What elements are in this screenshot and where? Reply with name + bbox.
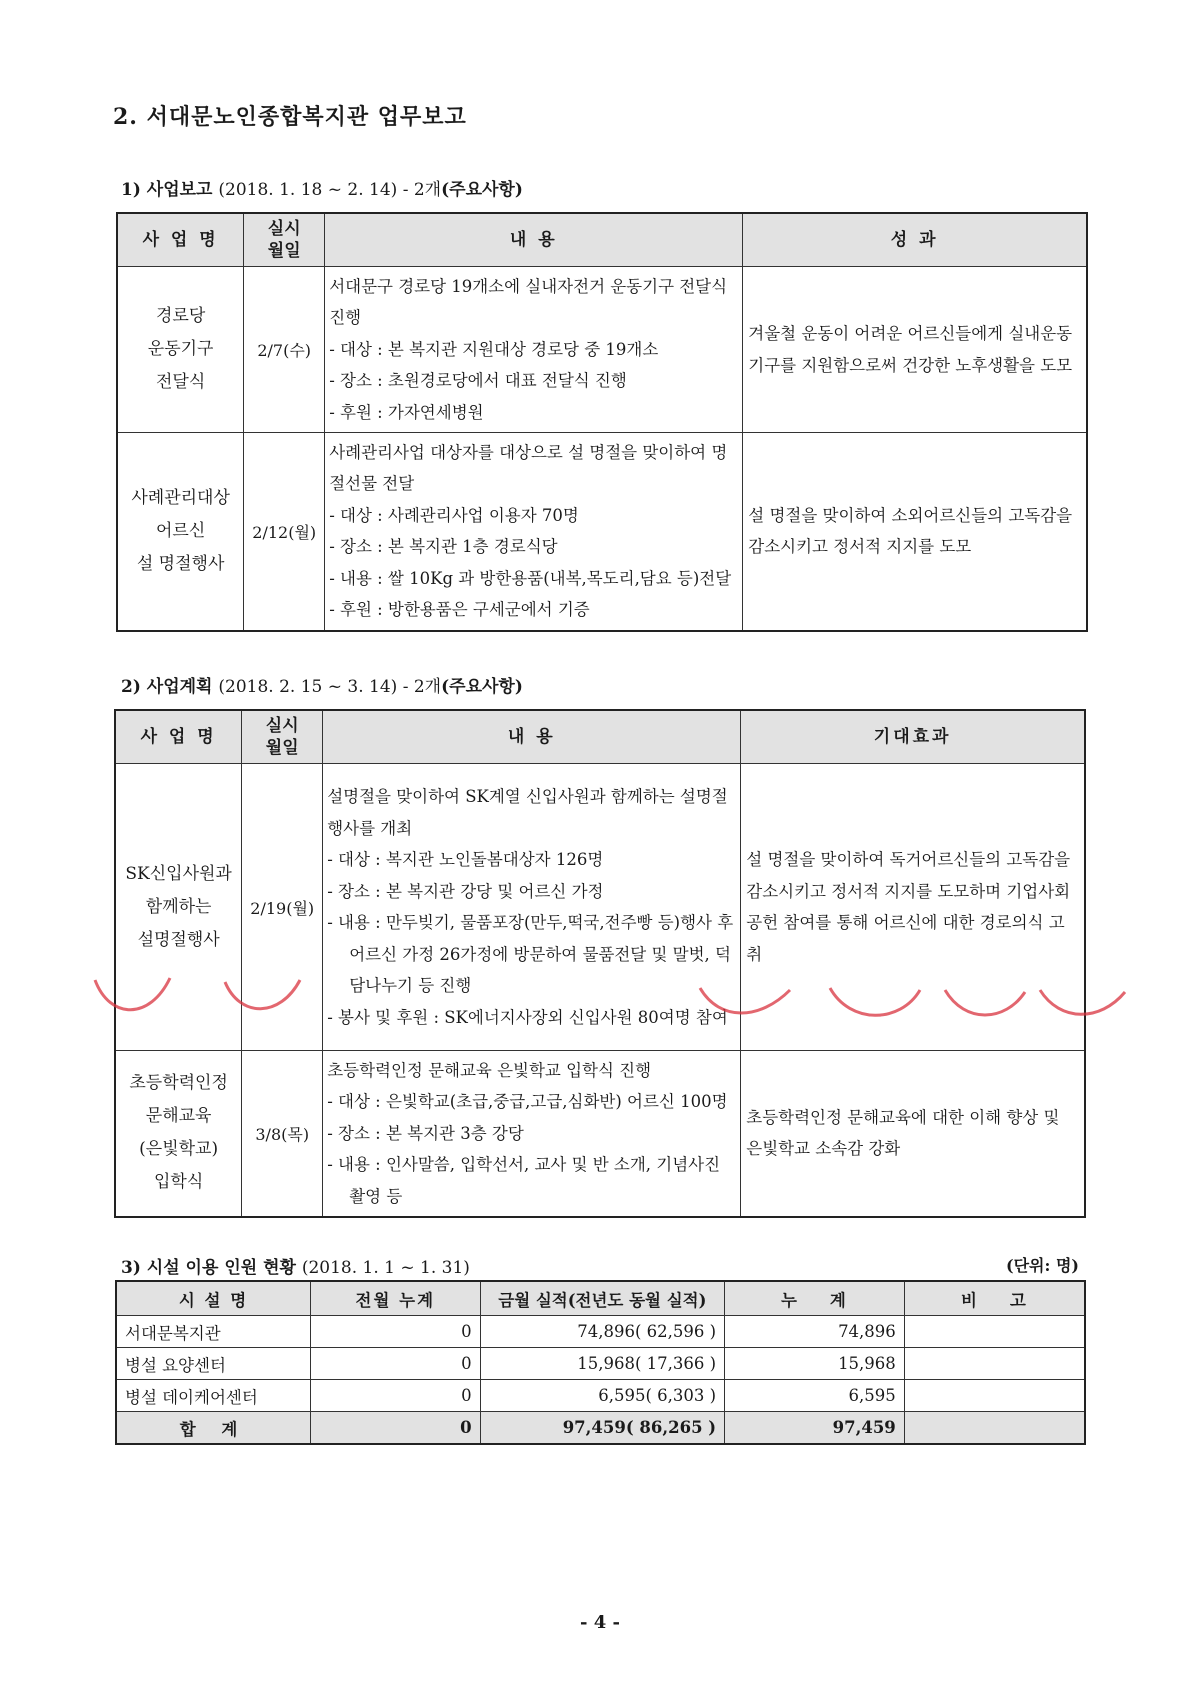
header-cumulative: 누 계: [725, 1281, 905, 1316]
name-line: 함께하는: [145, 896, 212, 917]
page-number: - 4 -: [580, 1612, 620, 1633]
row-name: [115, 1051, 242, 1217]
row-date: 2/7(수): [244, 267, 325, 433]
table-row: [116, 1316, 1085, 1348]
content-line: - 후원 : 방한용품은 구세군에서 기증: [329, 600, 590, 620]
content-line: - 장소 : 본 복지관 강당 및 어르신 가정: [327, 881, 604, 901]
header-content: 내 용: [323, 710, 741, 764]
row-content: [323, 764, 741, 1051]
row-content: [325, 267, 743, 433]
header-name: 사 업 명: [117, 213, 244, 267]
row-name: [115, 764, 242, 1051]
content-line: - 대상 : 은빛학교(초급,중급,고급,심화반) 어르신 100명: [327, 1092, 728, 1111]
row-result: 겨울철 운동이 어려운 어르신들에게 실내운동기구를 지원함으로써 건강한 노후생활을 도모: [743, 267, 1087, 433]
section1-title: [121, 175, 523, 200]
name-line: 설명절행사: [137, 929, 220, 950]
row-date: 2/19(월): [242, 764, 323, 1051]
unit-label: (단위: 명): [1006, 1256, 1079, 1275]
section3-title: [121, 1253, 470, 1278]
row-result: 설 명절을 맞이하여 소외어르신들의 고독감을 감소시키고 정서적 지지를 도모: [743, 433, 1087, 631]
table-row: [116, 1348, 1085, 1380]
total-prev: 0: [311, 1412, 481, 1445]
header-facility: 시 설 명: [116, 1281, 311, 1316]
current-count: 6,595( 6,303 ): [480, 1380, 725, 1412]
content-line: - 내용 : 인사말씀, 입학선서, 교사 및 반 소개, 기념사진 촬영 등: [327, 1155, 721, 1206]
row-date: 2/12(월): [244, 433, 325, 631]
section2-label: 2) 사업계획: [121, 677, 213, 697]
business-report-table: [116, 212, 1088, 632]
section1-period: (2018. 1. 18 ~ 2. 14) - 2개: [218, 180, 442, 200]
table-row: [117, 267, 1087, 433]
name-line: 문해교육: [145, 1106, 212, 1127]
row-effect: 설 명절을 맞이하여 독거어르신들의 고독감을 감소시키고 정서적 지지를 도모하며 기업사회공헌 참여를 통해 어르신에 대한 경로의식 고취: [741, 764, 1085, 1051]
content-line: - 대상 : 본 복지관 지원대상 경로당 중 19개소: [329, 339, 659, 359]
facility-name: 병설 요양센터: [116, 1348, 311, 1380]
note: [904, 1380, 1085, 1412]
row-name: [117, 267, 244, 433]
table-row: [115, 1051, 1085, 1217]
total-cumulative: 97,459: [725, 1412, 905, 1445]
page-heading: 2. 서대문노인종합복지관 업무보고: [113, 104, 467, 130]
name-line: 사례관리대상: [131, 487, 230, 508]
table-header-row: [115, 710, 1085, 764]
header-name: 사 업 명: [115, 710, 242, 764]
facility-name: 서대문복지관: [116, 1316, 311, 1348]
cumulative: 15,968: [725, 1348, 905, 1380]
name-line: 입학식: [153, 1172, 204, 1193]
row-date: 3/8(목): [242, 1051, 323, 1217]
total-row: [116, 1412, 1085, 1445]
row-content: [323, 1051, 741, 1217]
content-line: - 내용 : 쌀 10Kg 과 방한용품(내복,목도리,담요 등)전달: [329, 568, 732, 588]
business-plan-table: [114, 709, 1086, 1218]
content-line: 사례관리사업 대상자를 대상으로 설 명절을 맞이하여 명절선물 전달: [329, 442, 728, 494]
header-date: 실시 월일: [242, 710, 323, 764]
name-line: (은빛학교): [139, 1139, 219, 1160]
header-content: 내 용: [325, 213, 743, 267]
table-header-row: [117, 213, 1087, 267]
note: [904, 1348, 1085, 1380]
table-row: [117, 433, 1087, 631]
facility-usage-table: [115, 1280, 1086, 1445]
section2-note: (주요사항): [441, 677, 523, 697]
current-count: 15,968( 17,366 ): [480, 1348, 725, 1380]
content-line: - 장소 : 본 복지관 3층 강당: [327, 1123, 524, 1143]
content-line: 초등학력인정 문해교육 은빛학교 입학식 진행: [327, 1060, 652, 1080]
total-label: 합 계: [116, 1412, 311, 1445]
note: [904, 1316, 1085, 1348]
section3-label: 3) 시설 이용 인원 현황: [121, 1258, 296, 1278]
name-line: 운동기구: [147, 339, 214, 359]
content-line: 서대문구 경로당 19개소에 실내자전거 운동기구 전달식 진행: [329, 276, 728, 328]
content-line: 설명절을 맞이하여 SK계열 신입사원과 함께하는 설명절 행사를 개최: [327, 787, 728, 838]
facility-name: 병설 데이케어센터: [116, 1380, 311, 1412]
name-line: 설 명절행사: [136, 553, 225, 574]
header-note: 비 고: [904, 1281, 1085, 1316]
header-result: 성 과: [743, 213, 1087, 267]
content-line: - 장소 : 본 복지관 1층 경로식당: [329, 537, 558, 557]
row-name: [117, 433, 244, 631]
name-line: SK신입사원과: [125, 863, 232, 884]
header-effect: 기대효과: [741, 710, 1085, 764]
prev-total: 0: [311, 1348, 481, 1380]
section2-period: (2018. 2. 15 ~ 3. 14) - 2개: [218, 677, 442, 697]
header-current: 금월 실적(전년도 동월 실적): [480, 1281, 725, 1316]
row-effect: 초등학력인정 문해교육에 대한 이해 향상 및 은빛학교 소속감 강화: [741, 1051, 1085, 1217]
prev-total: 0: [311, 1316, 481, 1348]
row-content: [325, 433, 743, 631]
table-row: [115, 764, 1085, 1051]
section3-period: (2018. 1. 1 ~ 1. 31): [301, 1258, 470, 1278]
cumulative: 6,595: [725, 1380, 905, 1412]
prev-total: 0: [311, 1380, 481, 1412]
cumulative: 74,896: [725, 1316, 905, 1348]
table-header-row: [116, 1281, 1085, 1316]
content-line: - 대상 : 사례관리사업 이용자 70명: [329, 505, 579, 525]
total-current: 97,459( 86,265 ): [480, 1412, 725, 1445]
header-date: 실시 월일: [244, 213, 325, 267]
content-line: - 대상 : 복지관 노인돌봄대상자 126명: [327, 850, 604, 869]
content-line: - 내용 : 만두빚기, 물품포장(만두,떡국,전주빵 등)행사 후 어르신 가정 26가정에 방문하여 물품전달 및 말벗, 덕담나누기 등 진행: [327, 913, 734, 995]
name-line: 초등학력인정: [129, 1073, 228, 1094]
current-count: 74,896( 62,596 ): [480, 1316, 725, 1348]
table-row: [116, 1380, 1085, 1412]
content-line: - 봉사 및 후원 : SK에너지사장외 신입사원 80여명 참여: [327, 1007, 728, 1027]
content-line: - 장소 : 초원경로당에서 대표 전달식 진행: [329, 371, 627, 391]
total-note: [904, 1412, 1085, 1445]
name-line: 어르신: [155, 520, 206, 541]
content-line: - 후원 : 가자연세병원: [329, 402, 484, 422]
name-line: 전달식: [155, 372, 206, 392]
name-line: 경로당: [155, 306, 206, 326]
section2-title: [121, 672, 523, 697]
section1-label: 1) 사업보고: [121, 180, 213, 200]
section1-note: (주요사항): [441, 180, 523, 200]
header-prev-total: 전월 누계: [311, 1281, 481, 1316]
